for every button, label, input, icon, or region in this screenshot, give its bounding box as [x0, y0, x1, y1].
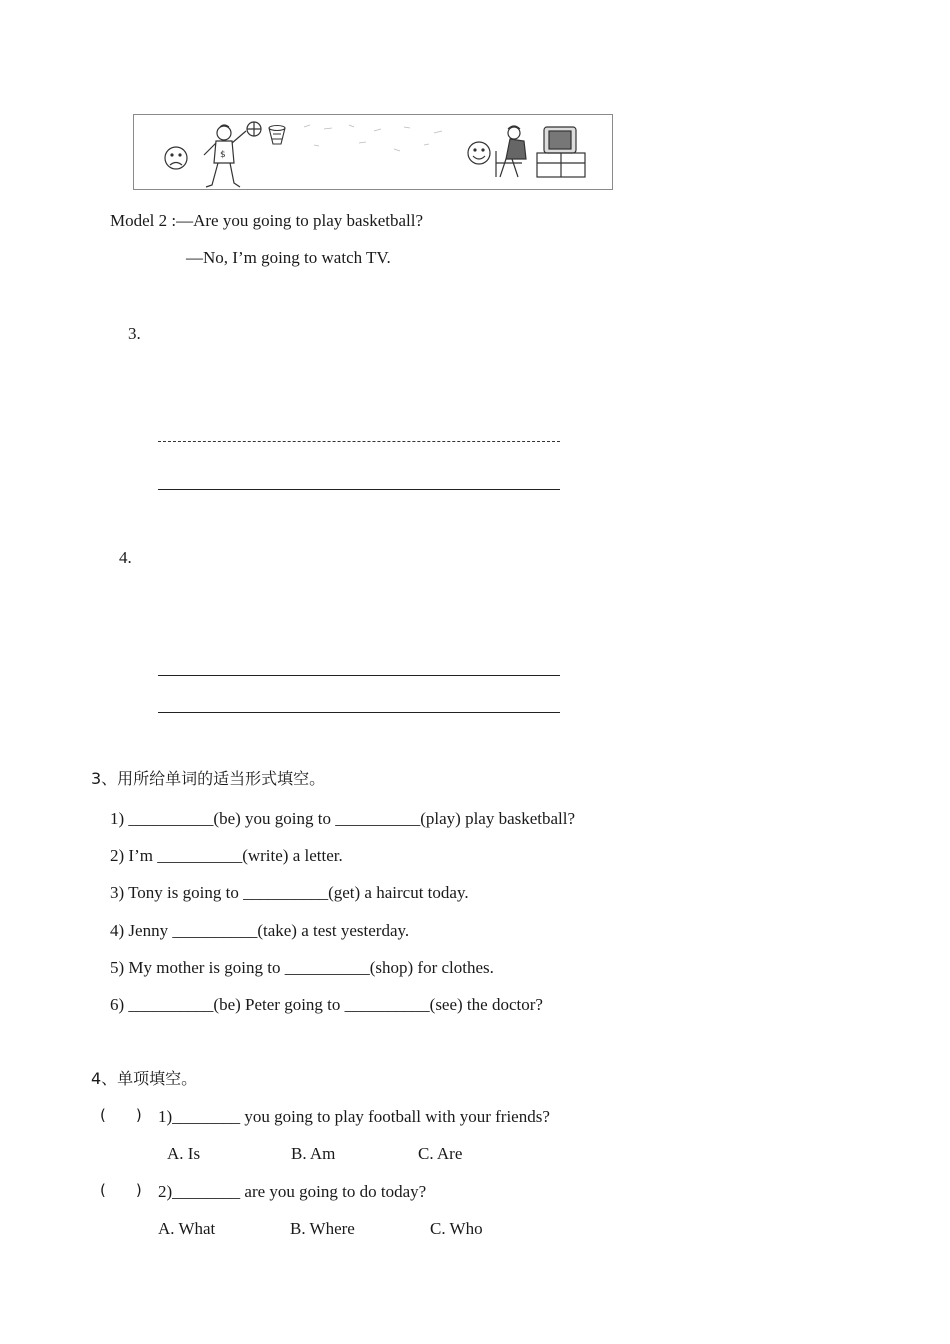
mc1-option-a: A. Is — [167, 1144, 201, 1163]
item-number-4: 4. — [119, 548, 132, 567]
fill-blank-5: 5) My mother is going to __________(shop) for clothes. — [110, 958, 494, 977]
answer-paren-2: ( ) — [100, 1181, 142, 1199]
happy-face-icon — [468, 142, 490, 164]
answer-line-4a — [158, 675, 560, 676]
basketball-player-icon — [204, 125, 246, 187]
mc2-option-a: A. What — [158, 1219, 216, 1238]
mc1-option-c: C. Are — [418, 1144, 463, 1163]
section4-title: 4、单项填空。 — [91, 1069, 198, 1088]
model2-answer: —No, I’m going to watch TV. — [186, 248, 391, 267]
fill-blank-6: 6) __________(be) Peter going to __________(see) the doctor? — [110, 995, 543, 1014]
section3-title: 3、用所给单词的适当形式填空。 — [91, 769, 326, 788]
answer-line-4b — [158, 712, 560, 713]
mc2-option-b: B. Where — [290, 1219, 355, 1238]
fill-blank-1: 1) __________(be) you going to __________(play) play basketball? — [110, 809, 576, 828]
basketball-icon — [247, 122, 261, 136]
mc-question-2: 2)________ are you going to do today? — [158, 1182, 427, 1201]
model2-question: Model 2 :—Are you going to play basketball? — [110, 211, 424, 230]
tv-set-icon — [537, 127, 585, 177]
fill-blank-2: 2) I’m __________(write) a letter. — [110, 846, 343, 865]
background-scribbles — [304, 125, 442, 151]
answer-paren-1: ( ) — [100, 1106, 142, 1124]
mc2-option-c: C. Who — [430, 1219, 483, 1238]
sad-face-icon — [165, 147, 187, 169]
model-illustration — [133, 114, 613, 190]
answer-line-3b — [158, 489, 560, 490]
basketball-hoop-icon — [269, 126, 285, 145]
svg-text:$: $ — [220, 150, 226, 160]
item-number-3: 3. — [128, 324, 141, 343]
answer-line-3a — [158, 441, 560, 442]
person-sitting-icon — [496, 126, 526, 177]
mc-question-1: 1)________ you going to play football with your friends? — [158, 1107, 550, 1126]
fill-blank-4: 4) Jenny __________(take) a test yesterday. — [110, 921, 410, 940]
mc1-option-b: B. Am — [291, 1144, 336, 1163]
fill-blank-3: 3) Tony is going to __________(get) a haircut today. — [110, 883, 469, 902]
